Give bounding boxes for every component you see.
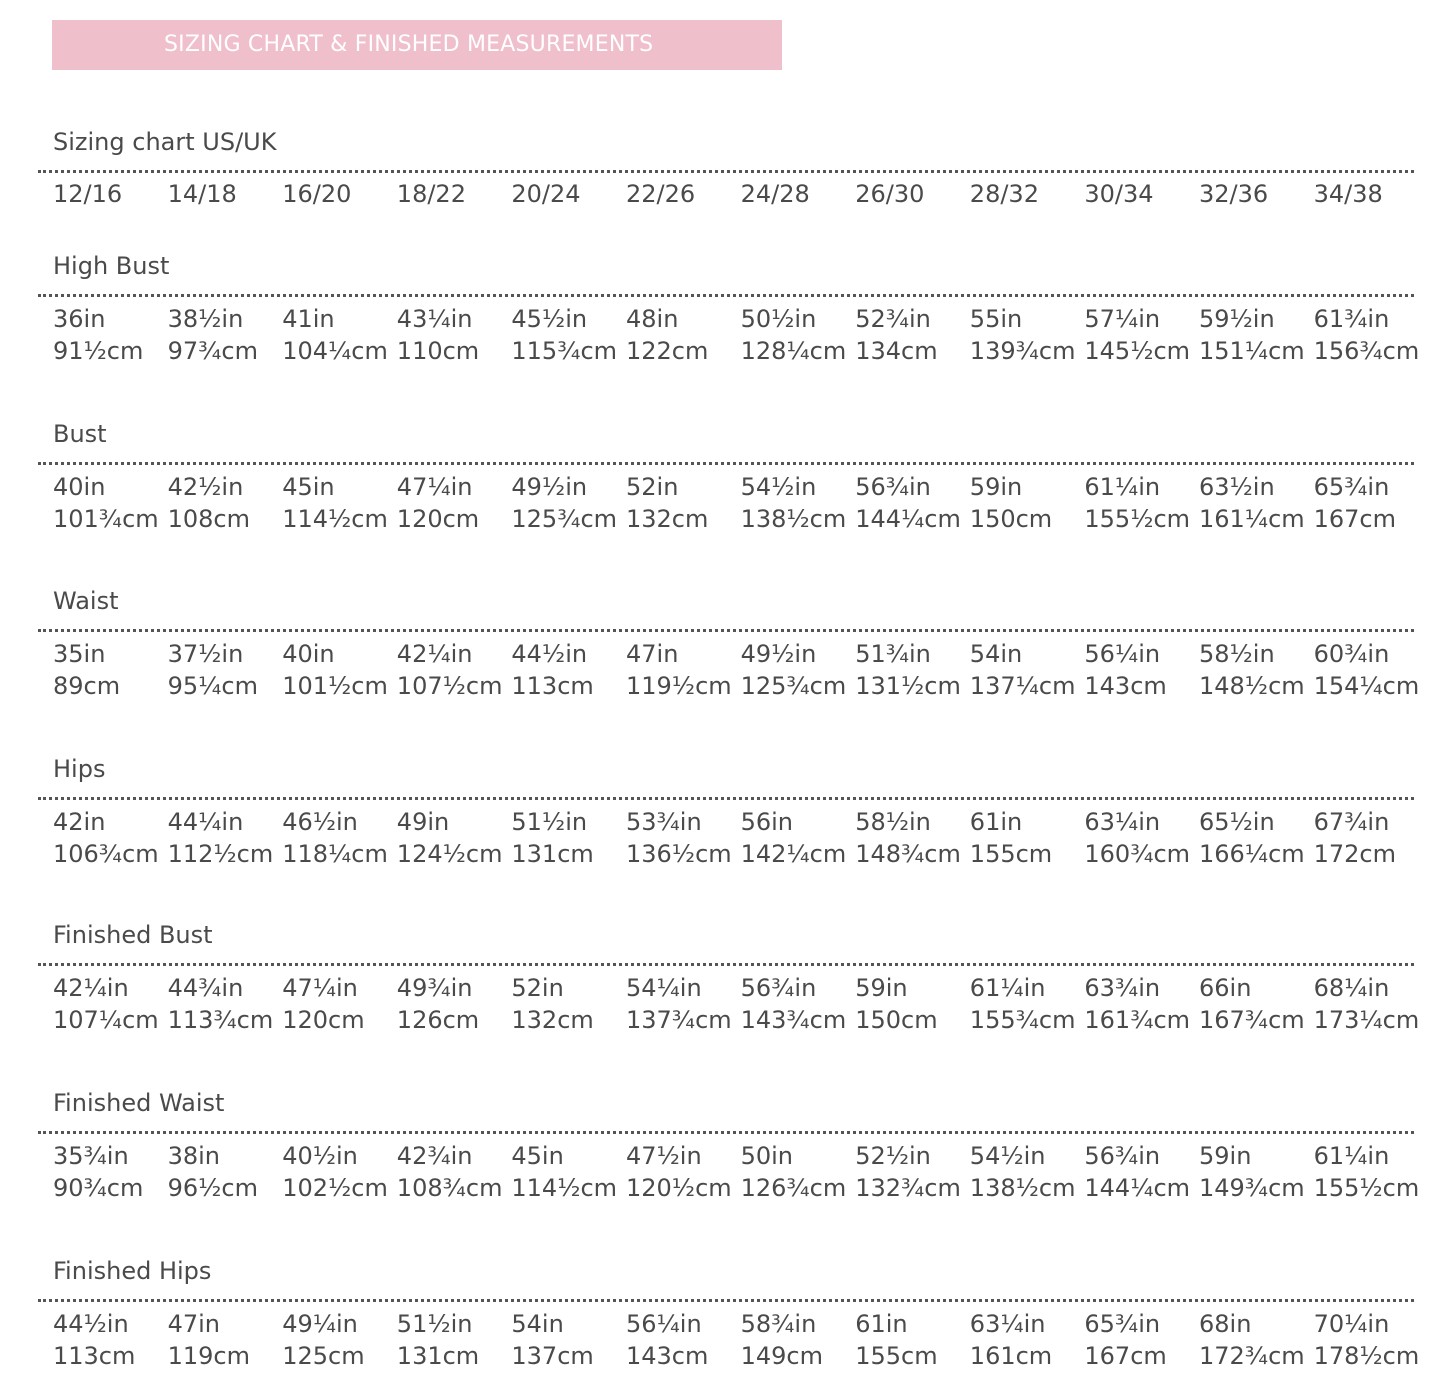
size-label: 16/20 xyxy=(282,180,352,208)
measurement-inches: 61¾in xyxy=(1313,305,1390,333)
finished-waist-measurement xyxy=(626,1140,732,1204)
finished-waist-measurement xyxy=(1314,1140,1420,1204)
finished-hips-measurement xyxy=(970,1308,1052,1372)
measurement-cm: 144¼cm xyxy=(855,505,961,533)
measurement-inches: 38½in xyxy=(167,305,244,333)
measurement-cm: 115¾cm xyxy=(511,337,618,365)
measurement-inches: 63½in xyxy=(1199,473,1275,501)
dotted-divider xyxy=(38,963,1414,966)
finished-bust-label: Finished Bust xyxy=(53,921,213,949)
measurement-inches: 42½in xyxy=(167,473,244,501)
measurement-cm: 154¼cm xyxy=(1313,672,1420,700)
dotted-divider xyxy=(38,1131,1414,1134)
measurement-cm: 107¼cm xyxy=(53,1006,159,1034)
measurement-inches: 58½in xyxy=(855,808,931,836)
measurement-inches: 40in xyxy=(282,640,335,668)
measurement-inches: 40½in xyxy=(282,1142,358,1170)
measurement-inches: 61¼in xyxy=(1313,1142,1390,1170)
size-label: 14/18 xyxy=(167,180,237,208)
bust-measurement xyxy=(1084,471,1190,535)
bust-label: Bust xyxy=(53,420,107,448)
measurement-inches: 50½in xyxy=(740,305,817,333)
high-bust-measurement xyxy=(1084,303,1190,367)
measurement-inches: 46½in xyxy=(282,808,358,836)
finished-hips-measurement xyxy=(53,1308,135,1372)
measurement-cm: 119cm xyxy=(167,1342,250,1370)
finished-bust-measurement xyxy=(855,972,937,1036)
hips-measurement xyxy=(1314,806,1396,870)
bust-measurement xyxy=(1314,471,1396,535)
measurement-inches: 52in xyxy=(626,473,679,501)
hips-measurement xyxy=(511,806,593,870)
measurement-cm: 145½cm xyxy=(1084,337,1191,365)
finished-bust-measurement xyxy=(397,972,479,1036)
measurement-cm: 104¼cm xyxy=(282,337,388,365)
size-label: 22/26 xyxy=(626,180,696,208)
measurement-cm: 91½cm xyxy=(53,337,144,365)
waist-measurement xyxy=(511,638,593,702)
dotted-divider xyxy=(38,462,1414,465)
high-bust-measurement xyxy=(53,303,143,367)
bust-measurement xyxy=(168,471,250,535)
measurement-cm: 144¼cm xyxy=(1084,1174,1191,1202)
measurement-cm: 118¼cm xyxy=(282,840,388,868)
dotted-divider xyxy=(38,294,1414,297)
finished-hips-measurement xyxy=(282,1308,364,1372)
measurement-cm: 131cm xyxy=(511,840,594,868)
size-label: 34/38 xyxy=(1313,180,1383,208)
waist-measurement xyxy=(1199,638,1305,702)
measurement-cm: 149¾cm xyxy=(1199,1174,1305,1202)
dotted-divider xyxy=(38,170,1414,173)
measurement-inches: 44¾in xyxy=(167,974,244,1002)
measurement-inches: 35in xyxy=(53,640,106,668)
measurement-inches: 48in xyxy=(626,305,679,333)
measurement-inches: 41in xyxy=(282,305,335,333)
measurement-cm: 101¾cm xyxy=(53,505,159,533)
size-label: 26/30 xyxy=(855,180,925,208)
measurement-cm: 178½cm xyxy=(1313,1342,1420,1370)
high-bust-measurement xyxy=(970,303,1076,367)
measurement-cm: 128¼cm xyxy=(740,337,847,365)
finished-waist-measurement xyxy=(511,1140,617,1204)
measurement-inches: 63¾in xyxy=(1084,974,1161,1002)
measurement-cm: 110cm xyxy=(396,337,480,365)
hips-measurement xyxy=(397,806,503,870)
measurement-inches: 52½in xyxy=(855,1142,931,1170)
measurement-inches: 49in xyxy=(396,808,450,836)
measurement-cm: 161cm xyxy=(969,1342,1053,1370)
bust-measurement xyxy=(741,471,847,535)
measurement-inches: 61in xyxy=(969,808,1023,836)
dotted-divider xyxy=(38,797,1414,800)
measurement-inches: 54½in xyxy=(969,1142,1046,1170)
measurement-inches: 54¼in xyxy=(626,974,702,1002)
finished-waist-measurement xyxy=(1199,1140,1305,1204)
measurement-cm: 166¼cm xyxy=(1199,840,1305,868)
bust-measurement xyxy=(626,471,708,535)
waist-measurement xyxy=(282,638,388,702)
measurement-inches: 66in xyxy=(1199,974,1252,1002)
measurement-inches: 36in xyxy=(53,305,106,333)
measurement-inches: 58¾in xyxy=(740,1310,817,1338)
finished-hips-measurement xyxy=(1084,1308,1166,1372)
measurement-inches: 44½in xyxy=(511,640,588,668)
measurement-cm: 96½cm xyxy=(167,1174,258,1202)
measurement-cm: 122cm xyxy=(626,337,709,365)
measurement-cm: 149cm xyxy=(740,1342,823,1370)
measurement-inches: 42¼in xyxy=(53,974,129,1002)
measurement-cm: 106¾cm xyxy=(53,840,159,868)
measurement-inches: 61¼in xyxy=(1084,473,1161,501)
dotted-divider xyxy=(38,629,1414,632)
measurement-cm: 143¾cm xyxy=(740,1006,847,1034)
hips-measurement xyxy=(53,806,159,870)
measurement-cm: 125¾cm xyxy=(511,505,618,533)
measurement-inches: 42¾in xyxy=(396,1142,473,1170)
finished-waist-measurement xyxy=(53,1140,143,1204)
finished-waist-measurement xyxy=(970,1140,1076,1204)
measurement-cm: 114½cm xyxy=(511,1174,618,1202)
measurement-cm: 97¾cm xyxy=(167,337,258,365)
measurement-cm: 132cm xyxy=(511,1006,594,1034)
measurement-inches: 63¼in xyxy=(969,1310,1046,1338)
finished-hips-measurement xyxy=(855,1308,937,1372)
hips-measurement xyxy=(741,806,847,870)
measurement-inches: 44¼in xyxy=(167,808,244,836)
size-label: 32/36 xyxy=(1199,180,1269,208)
measurement-inches: 45½in xyxy=(511,305,588,333)
measurement-cm: 160¾cm xyxy=(1084,840,1191,868)
measurement-inches: 53¾in xyxy=(626,808,702,836)
measurement-inches: 56¾in xyxy=(740,974,817,1002)
bust-measurement xyxy=(53,471,159,535)
high-bust-measurement xyxy=(855,303,937,367)
measurement-cm: 137¾cm xyxy=(626,1006,732,1034)
measurement-cm: 137cm xyxy=(511,1342,594,1370)
hips-measurement xyxy=(1084,806,1190,870)
hips-measurement xyxy=(626,806,732,870)
finished-bust-measurement xyxy=(626,972,732,1036)
high-bust-measurement xyxy=(1314,303,1420,367)
measurement-cm: 173¼cm xyxy=(1313,1006,1420,1034)
measurement-inches: 65¾in xyxy=(1313,473,1390,501)
measurement-inches: 51¾in xyxy=(855,640,931,668)
measurement-cm: 155½cm xyxy=(1313,1174,1420,1202)
measurement-cm: 172¾cm xyxy=(1199,1342,1305,1370)
hips-measurement xyxy=(282,806,388,870)
finished-waist-measurement xyxy=(1084,1140,1190,1204)
finished-bust-measurement xyxy=(1314,972,1420,1036)
measurement-inches: 58½in xyxy=(1199,640,1275,668)
measurement-cm: 161¾cm xyxy=(1084,1006,1191,1034)
measurement-cm: 126¾cm xyxy=(740,1174,847,1202)
measurement-cm: 155cm xyxy=(855,1342,938,1370)
measurement-cm: 150cm xyxy=(855,1006,938,1034)
size-label: 28/32 xyxy=(969,180,1039,208)
size-label: 12/16 xyxy=(53,180,123,208)
measurement-inches: 49½in xyxy=(511,473,588,501)
measurement-cm: 136½cm xyxy=(626,840,732,868)
waist-measurement xyxy=(855,638,961,702)
measurement-inches: 65¾in xyxy=(1084,1310,1161,1338)
finished-hips-measurement xyxy=(1314,1308,1420,1372)
measurement-cm: 107½cm xyxy=(396,672,503,700)
measurement-inches: 47¼in xyxy=(396,473,473,501)
measurement-inches: 40in xyxy=(53,473,106,501)
measurement-cm: 90¾cm xyxy=(53,1174,144,1202)
finished-hips-label: Finished Hips xyxy=(53,1257,212,1285)
finished-bust-measurement xyxy=(282,972,364,1036)
size-label: 18/22 xyxy=(396,180,466,208)
measurement-inches: 44½in xyxy=(53,1310,129,1338)
measurement-cm: 139¾cm xyxy=(969,337,1076,365)
measurement-cm: 155¾cm xyxy=(969,1006,1076,1034)
measurement-cm: 132¾cm xyxy=(855,1174,961,1202)
measurement-inches: 56¾in xyxy=(855,473,931,501)
measurement-cm: 113cm xyxy=(511,672,594,700)
measurement-inches: 57¼in xyxy=(1084,305,1161,333)
measurement-inches: 49¾in xyxy=(396,974,473,1002)
finished-hips-measurement xyxy=(626,1308,708,1372)
measurement-cm: 161¼cm xyxy=(1199,505,1305,533)
bust-measurement xyxy=(970,471,1052,535)
bust-measurement xyxy=(511,471,617,535)
measurement-inches: 49½in xyxy=(740,640,817,668)
waist-label: Waist xyxy=(53,587,119,615)
measurement-inches: 56in xyxy=(740,808,794,836)
measurement-inches: 68in xyxy=(1199,1310,1252,1338)
measurement-inches: 43¼in xyxy=(396,305,473,333)
measurement-cm: 108¾cm xyxy=(396,1174,503,1202)
measurement-inches: 61in xyxy=(855,1310,908,1338)
finished-bust-measurement xyxy=(168,972,274,1036)
measurement-cm: 126cm xyxy=(396,1006,480,1034)
measurement-cm: 172cm xyxy=(1313,840,1396,868)
measurement-cm: 131cm xyxy=(396,1342,480,1370)
bust-measurement xyxy=(855,471,961,535)
high-bust-measurement xyxy=(511,303,617,367)
finished-bust-measurement xyxy=(53,972,159,1036)
measurement-cm: 108cm xyxy=(167,505,250,533)
waist-measurement xyxy=(53,638,120,702)
measurement-inches: 52¾in xyxy=(855,305,931,333)
finished-bust-measurement xyxy=(511,972,593,1036)
measurement-cm: 120cm xyxy=(282,1006,365,1034)
measurement-cm: 155½cm xyxy=(1084,505,1191,533)
finished-hips-measurement xyxy=(511,1308,593,1372)
measurement-cm: 113¾cm xyxy=(167,1006,274,1034)
measurement-inches: 52in xyxy=(511,974,564,1002)
measurement-inches: 65½in xyxy=(1199,808,1275,836)
measurement-inches: 59in xyxy=(1199,1142,1252,1170)
measurement-cm: 101½cm xyxy=(282,672,388,700)
measurement-cm: 89cm xyxy=(53,672,121,700)
measurement-inches: 59in xyxy=(855,974,908,1002)
hips-measurement xyxy=(970,806,1052,870)
finished-waist-measurement xyxy=(282,1140,388,1204)
waist-measurement xyxy=(626,638,732,702)
finished-waist-label: Finished Waist xyxy=(53,1089,225,1117)
measurement-inches: 56¾in xyxy=(1084,1142,1161,1170)
high-bust-measurement xyxy=(741,303,847,367)
measurement-cm: 143cm xyxy=(1084,672,1167,700)
measurement-inches: 37½in xyxy=(167,640,244,668)
hips-measurement xyxy=(1199,806,1305,870)
measurement-cm: 114½cm xyxy=(282,505,388,533)
high-bust-measurement xyxy=(282,303,388,367)
measurement-inches: 54in xyxy=(511,1310,564,1338)
waist-measurement xyxy=(1314,638,1420,702)
measurement-inches: 67¾in xyxy=(1313,808,1390,836)
measurement-cm: 112½cm xyxy=(167,840,274,868)
size-label: 20/24 xyxy=(511,180,581,208)
finished-bust-measurement xyxy=(1199,972,1305,1036)
measurement-cm: 142¼cm xyxy=(740,840,847,868)
measurement-cm: 148¾cm xyxy=(855,840,961,868)
finished-waist-measurement xyxy=(741,1140,847,1204)
waist-measurement xyxy=(1084,638,1166,702)
measurement-cm: 167cm xyxy=(1084,1342,1167,1370)
size-label: 30/34 xyxy=(1084,180,1154,208)
measurement-inches: 56¼in xyxy=(1084,640,1161,668)
banner-title: SIZING CHART & FINISHED MEASUREMENTS xyxy=(164,32,654,57)
measurement-inches: 59in xyxy=(969,473,1023,501)
measurement-inches: 60¾in xyxy=(1313,640,1390,668)
measurement-inches: 42¼in xyxy=(396,640,473,668)
finished-waist-measurement xyxy=(168,1140,258,1204)
measurement-inches: 45in xyxy=(511,1142,564,1170)
measurement-cm: 138½cm xyxy=(740,505,847,533)
measurement-cm: 143cm xyxy=(626,1342,709,1370)
hips-measurement xyxy=(168,806,274,870)
measurement-inches: 47½in xyxy=(626,1142,702,1170)
measurement-cm: 95¼cm xyxy=(167,672,258,700)
measurement-cm: 113cm xyxy=(53,1342,136,1370)
measurement-inches: 61¼in xyxy=(969,974,1046,1002)
measurement-cm: 137¼cm xyxy=(969,672,1076,700)
title-banner xyxy=(52,20,782,70)
measurement-cm: 124½cm xyxy=(396,840,503,868)
high-bust-measurement xyxy=(397,303,479,367)
measurement-inches: 51½in xyxy=(511,808,588,836)
size-label: 24/28 xyxy=(740,180,810,208)
finished-waist-measurement xyxy=(397,1140,503,1204)
measurement-inches: 50in xyxy=(740,1142,794,1170)
measurement-inches: 51½in xyxy=(396,1310,473,1338)
high-bust-measurement xyxy=(1199,303,1305,367)
finished-hips-measurement xyxy=(1199,1308,1305,1372)
measurement-cm: 156¾cm xyxy=(1313,337,1420,365)
finished-hips-measurement xyxy=(168,1308,250,1372)
high-bust-label: High Bust xyxy=(53,252,170,280)
measurement-cm: 148½cm xyxy=(1199,672,1305,700)
measurement-inches: 54½in xyxy=(740,473,817,501)
waist-measurement xyxy=(741,638,847,702)
high-bust-measurement xyxy=(168,303,258,367)
sizing-chart-label: Sizing chart US/UK xyxy=(53,128,277,156)
measurement-inches: 47in xyxy=(167,1310,221,1338)
measurement-cm: 167¾cm xyxy=(1199,1006,1305,1034)
measurement-inches: 54in xyxy=(969,640,1023,668)
measurement-cm: 132cm xyxy=(626,505,709,533)
waist-measurement xyxy=(168,638,258,702)
finished-bust-measurement xyxy=(741,972,847,1036)
bust-measurement xyxy=(282,471,388,535)
waist-measurement xyxy=(970,638,1076,702)
measurement-inches: 59½in xyxy=(1199,305,1275,333)
measurement-inches: 35¾in xyxy=(53,1142,129,1170)
dotted-divider xyxy=(38,1299,1414,1302)
measurement-inches: 63¼in xyxy=(1084,808,1161,836)
finished-hips-measurement xyxy=(397,1308,479,1372)
high-bust-measurement xyxy=(626,303,708,367)
measurement-cm: 155cm xyxy=(969,840,1053,868)
waist-measurement xyxy=(397,638,503,702)
measurement-cm: 125¾cm xyxy=(740,672,847,700)
measurement-cm: 120cm xyxy=(396,505,480,533)
measurement-inches: 47in xyxy=(626,640,679,668)
bust-measurement xyxy=(1199,471,1305,535)
measurement-cm: 167cm xyxy=(1313,505,1396,533)
finished-waist-measurement xyxy=(855,1140,961,1204)
measurement-cm: 125cm xyxy=(282,1342,365,1370)
measurement-inches: 68¼in xyxy=(1313,974,1390,1002)
finished-hips-measurement xyxy=(741,1308,823,1372)
hips-measurement xyxy=(855,806,961,870)
measurement-inches: 45in xyxy=(282,473,335,501)
hips-label: Hips xyxy=(53,755,106,783)
measurement-cm: 150cm xyxy=(969,505,1053,533)
finished-bust-measurement xyxy=(1084,972,1190,1036)
bust-measurement xyxy=(397,471,479,535)
measurement-inches: 70¼in xyxy=(1313,1310,1390,1338)
measurement-cm: 134cm xyxy=(855,337,938,365)
measurement-inches: 56¼in xyxy=(626,1310,702,1338)
measurement-cm: 120½cm xyxy=(626,1174,732,1202)
measurement-inches: 38in xyxy=(167,1142,221,1170)
measurement-inches: 49¼in xyxy=(282,1310,358,1338)
measurement-cm: 151¼cm xyxy=(1199,337,1305,365)
measurement-cm: 131½cm xyxy=(855,672,961,700)
measurement-inches: 55in xyxy=(969,305,1023,333)
measurement-inches: 42in xyxy=(53,808,106,836)
measurement-cm: 119½cm xyxy=(626,672,732,700)
finished-bust-measurement xyxy=(970,972,1076,1036)
measurement-cm: 102½cm xyxy=(282,1174,388,1202)
measurement-cm: 138½cm xyxy=(969,1174,1076,1202)
measurement-inches: 47¼in xyxy=(282,974,358,1002)
